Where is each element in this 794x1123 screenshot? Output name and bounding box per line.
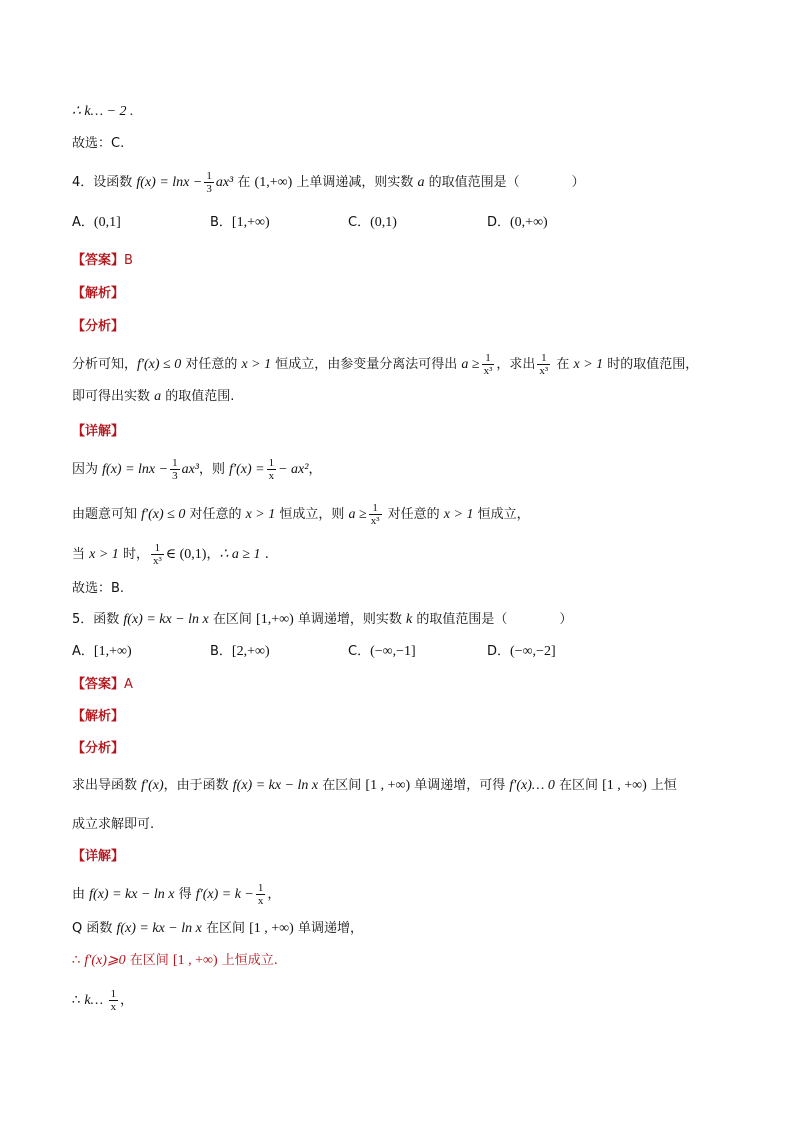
q4-stem: 4．设函数 f(x) = lnx − $\frac{1}{3}$ ax³ 在 (1,+∞) 上单调递减，则实数 a 的取值范围是（ ） [72, 170, 585, 195]
q5-jiexi-heading: 【解析】 [72, 709, 125, 724]
q4-detail-frac3: $\frac{1}{\text{x³}}$ [370, 502, 380, 527]
q5-analysis-line1: 求出导函数 f′(x)，由于函数 f(x) = kx − ln x 在区间 [1 , +∞) 单调递增，可得 f′(x)… 0 在区间 [1 , +∞) 上恒 [72, 778, 677, 793]
q5-option-a: A．[1,+∞) [72, 644, 132, 659]
q4-fenxi-heading: 【分析】 [72, 319, 125, 334]
q5-analysis-line2: 成立求解即可. [72, 817, 155, 832]
q4-answer: 【答案】B [72, 253, 133, 268]
q5-detail-line3: ∴ f′(x)⩾0 在区间 [1 , +∞) 上恒成立. [72, 953, 278, 968]
q5-option-b: B．[2,+∞) [210, 644, 270, 659]
q5-stem: 5．函数 f(x) = kx − ln x 在区间 [1,+∞) 单调递增，则实数 k 的取值范围是（ ） [72, 612, 573, 627]
q4-stem-frac: $\frac{1}{3}$ [206, 170, 212, 195]
q5-detail-frac2: $\frac{1}{x}$ [110, 988, 117, 1013]
q4-option-a: A．(0,1] [72, 215, 121, 230]
q4-analysis-line1: 分析可知，f′(x) ≤ 0 对任意的 x > 1 恒成立，由参变量分离法可得出 a ≥ $\frac{1}{\text{x³}}$ ，求出 $\frac{1}{\text{x³}}$ 在 x > 1 时的取值范围， [72, 352, 699, 377]
q5-detail-line1: 由 f(x) = kx − ln x 得 f′(x) = k − $\frac{1}{x}$ ， [72, 882, 281, 907]
q4-detail-line3: 当 x > 1 时， $\frac{1}{\text{x³}}$ ∈ (0,1)，∴ a ≥ 1 . [72, 542, 269, 567]
q4-option-b: B．[1,+∞) [210, 215, 270, 230]
q5-fenxi-heading: 【分析】 [72, 741, 125, 756]
prev-answer: 故选：C. [72, 136, 125, 151]
prev-conclusion: ∴ k… − 2 . [72, 104, 134, 119]
q4-analysis-frac1: $\frac{1}{\text{x³}}$ [483, 352, 493, 377]
q4-analysis-line2: 即可得出实数 a 的取值范围. [72, 389, 235, 404]
q4-choose: 故选：B. [72, 581, 125, 596]
q5-option-d: D．(−∞,−2] [487, 644, 556, 659]
q4-option-c: C．(0,1) [348, 215, 397, 230]
q5-answer: 【答案】A [72, 677, 133, 692]
q5-option-c: C．(−∞,−1] [348, 644, 416, 659]
q4-analysis-frac2: $\frac{1}{\text{x³}}$ [539, 352, 549, 377]
q5-detail-frac1: $\frac{1}{x}$ [257, 882, 264, 907]
q4-option-d: D．(0,+∞) [487, 215, 548, 230]
q4-detail-frac1: $\frac{1}{3}$ [172, 457, 178, 482]
q5-detail-line2: Q 函数 f(x) = kx − ln x 在区间 [1 , +∞) 单调递增， [72, 921, 363, 936]
q5-detail-line4: ∴ k… $\frac{1}{x}$ ， [72, 988, 134, 1013]
q4-detail-line1: 因为 f(x) = lnx − $\frac{1}{3}$ ax³，则 f′(x) = $\frac{1}{x}$ − ax²， [72, 457, 322, 482]
q5-xiangjie-heading: 【详解】 [72, 849, 125, 864]
q4-detail-frac4: $\frac{1}{\text{x³}}$ [152, 542, 162, 567]
q4-detail-frac2: $\frac{1}{x}$ [268, 457, 275, 482]
q4-jiexi-heading: 【解析】 [72, 286, 125, 301]
q4-detail-line2: 由题意可知 f′(x) ≤ 0 对任意的 x > 1 恒成立，则 a ≥ $\frac{1}{\text{x³}}$ 对任意的 x > 1 恒成立， [72, 502, 530, 527]
q4-xiangjie-heading: 【详解】 [72, 424, 125, 439]
